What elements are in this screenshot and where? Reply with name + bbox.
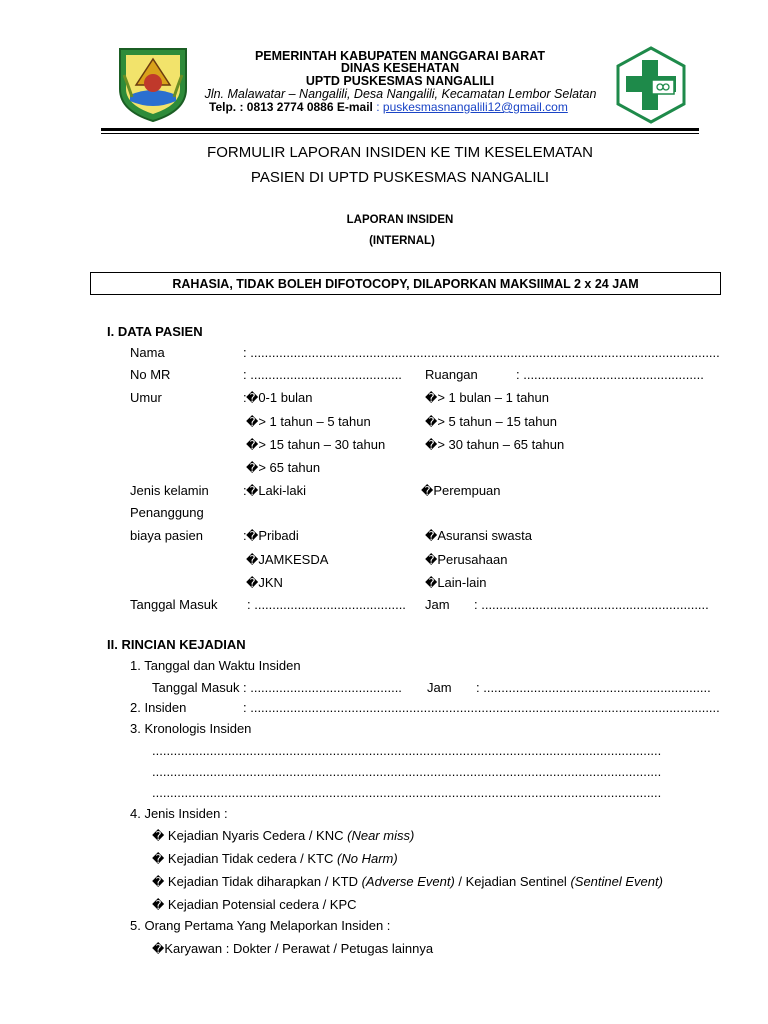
jenis-kelamin-colon: : [243, 483, 247, 498]
checkbox-icon[interactable]: � [246, 438, 259, 452]
jenis-insiden-option[interactable]: � Kejadian Potensial cedera / KPC [152, 897, 357, 912]
puskesmas-logo-icon [612, 46, 690, 124]
checkbox-icon[interactable]: � [152, 829, 165, 843]
checkbox-icon[interactable]: � [246, 484, 259, 498]
umur-option[interactable]: �0-1 bulan [246, 390, 313, 405]
pelapor-option[interactable]: �Karyawan : Dokter / Perawat / Petugas lainnya [152, 941, 434, 956]
header-department: DINAS KESEHATAN [340, 61, 460, 75]
umur-option[interactable]: �> 5 tahun – 15 tahun [425, 414, 557, 429]
kronologis-line[interactable]: ............................................................................................................................................. [152, 785, 662, 800]
email-link[interactable]: puskesmasnangalili12@gmail.com [382, 100, 568, 114]
jenis-kelamin-label: Jenis kelamin [130, 483, 209, 498]
umur-colon: : [243, 390, 247, 405]
jam-field[interactable]: : ............................................................... [474, 597, 709, 612]
header-rule-thick [101, 128, 699, 131]
nomr-label: No MR [130, 367, 171, 382]
form-title-line2: PASIEN DI UPTD PUSKESMAS NANGALILI [250, 169, 550, 186]
report-scope: (INTERNAL) [369, 235, 435, 247]
checkbox-icon[interactable]: � [246, 529, 259, 543]
kronologis-line[interactable]: ............................................................................................................................................. [152, 743, 662, 758]
kronologis-label: 3. Kronologis Insiden [130, 721, 252, 736]
confidential-notice: RAHASIA, TIDAK BOLEH DIFOTOCOPY, DILAPORKAN MAKSIIMAL 2 x 24 JAM [90, 272, 721, 295]
umur-option[interactable]: �> 65 tahun [246, 460, 321, 475]
section-data-pasien: I. DATA PASIEN [107, 324, 203, 339]
payment-option[interactable]: �Lain-lain [425, 575, 487, 590]
header-telp: Telp. : 0813 2774 0886 E-mail [209, 100, 373, 114]
insiden-jam-label: Jam [427, 680, 452, 695]
header-government: PEMERINTAH KABUPATEN MANGGARAI BARAT [254, 49, 546, 63]
checkbox-icon[interactable]: � [425, 391, 438, 405]
kronologis-line[interactable]: ............................................................................................................................................. [152, 764, 662, 779]
checkbox-icon[interactable]: � [152, 898, 165, 912]
payment-option[interactable]: �Perusahaan [425, 552, 508, 567]
form-title-line1: FORMULIR LAPORAN INSIDEN KE TIM KESELEMATAN [207, 144, 593, 161]
checkbox-icon[interactable]: � [425, 415, 438, 429]
header-institution: UPTD PUSKESMAS NANGALILI [305, 74, 495, 88]
item-tanggal-waktu: 1. Tanggal dan Waktu Insiden [130, 658, 301, 673]
biaya-colon: : [243, 528, 247, 543]
checkbox-icon[interactable]: � [246, 461, 259, 475]
section-rincian-kejadian: II. RINCIAN KEJADIAN [107, 637, 246, 652]
tanggal-masuk-field[interactable]: : .......................................... [247, 597, 406, 612]
header-contact [209, 100, 568, 114]
regency-emblem-icon [114, 45, 192, 123]
umur-option[interactable]: �> 1 bulan – 1 tahun [425, 390, 549, 405]
nomr-field[interactable]: : .......................................... [243, 367, 402, 382]
pelapor-label: 5. Orang Pertama Yang Melaporkan Insiden : [130, 918, 391, 933]
payment-option[interactable]: �Pribadi [246, 528, 299, 543]
checkbox-icon[interactable]: � [425, 438, 438, 452]
insiden-field[interactable]: : .................................................................................................................................. [243, 700, 720, 715]
ruangan-label: Ruangan [425, 367, 478, 382]
jenis-insiden-option[interactable]: � Kejadian Nyaris Cedera / KNC (Near miss) [152, 828, 415, 843]
checkbox-icon[interactable]: � [425, 576, 438, 590]
insiden-label: 2. Insiden [130, 700, 187, 715]
header-email-separator: : [372, 100, 383, 114]
payment-option[interactable]: �Asuransi swasta [425, 528, 532, 543]
payment-option[interactable]: �JKN [246, 575, 283, 590]
checkbox-icon[interactable]: � [425, 529, 438, 543]
checkbox-icon[interactable]: � [425, 553, 438, 567]
insiden-tanggal-label: Tanggal Masuk [152, 680, 240, 695]
insiden-jam-field[interactable]: : ............................................................... [476, 680, 711, 695]
penanggung-label: Penanggung [130, 505, 204, 520]
checkbox-icon[interactable]: � [152, 852, 165, 866]
umur-option[interactable]: �> 15 tahun – 30 tahun [246, 437, 386, 452]
header-address: Jln. Malawatar – Nangalili, Desa Nangalili, Kecamatan Lembor Selatan [204, 87, 597, 101]
tanggal-masuk-label: Tanggal Masuk [130, 597, 218, 612]
nama-label: Nama [130, 345, 165, 360]
umur-label: Umur [130, 390, 162, 405]
checkbox-icon[interactable]: � [152, 942, 165, 956]
report-type: LAPORAN INSIDEN [346, 214, 454, 226]
jenis-insiden-option[interactable]: � Kejadian Tidak diharapkan / KTD (Adverse Event) / Kejadian Sentinel (Sentinel Event) [152, 874, 663, 889]
jam-label: Jam [425, 597, 450, 612]
jenis-insiden-option[interactable]: � Kejadian Tidak cedera / KTC (No Harm) [152, 851, 398, 866]
checkbox-icon[interactable]: � [246, 391, 259, 405]
checkbox-icon[interactable]: � [152, 875, 165, 889]
checkbox-icon[interactable]: � [421, 484, 434, 498]
umur-option[interactable]: �> 30 tahun – 65 tahun [425, 437, 565, 452]
umur-option[interactable]: �> 1 tahun – 5 tahun [246, 414, 371, 429]
header-rule-thin [101, 133, 699, 134]
nama-field[interactable]: : .................................................................................................................................. [243, 345, 720, 360]
checkbox-icon[interactable]: � [246, 415, 259, 429]
gender-option[interactable]: �Laki-laki [246, 483, 306, 498]
checkbox-icon[interactable]: � [246, 553, 259, 567]
insiden-tanggal-field[interactable]: : .......................................... [243, 680, 402, 695]
checkbox-icon[interactable]: � [246, 576, 259, 590]
biaya-pasien-label: biaya pasien [130, 528, 203, 543]
gender-option[interactable]: �Perempuan [421, 483, 501, 498]
payment-option[interactable]: �JAMKESDA [246, 552, 329, 567]
jenis-insiden-label: 4. Jenis Insiden : [130, 806, 228, 821]
ruangan-field[interactable]: : .................................................. [516, 367, 704, 382]
